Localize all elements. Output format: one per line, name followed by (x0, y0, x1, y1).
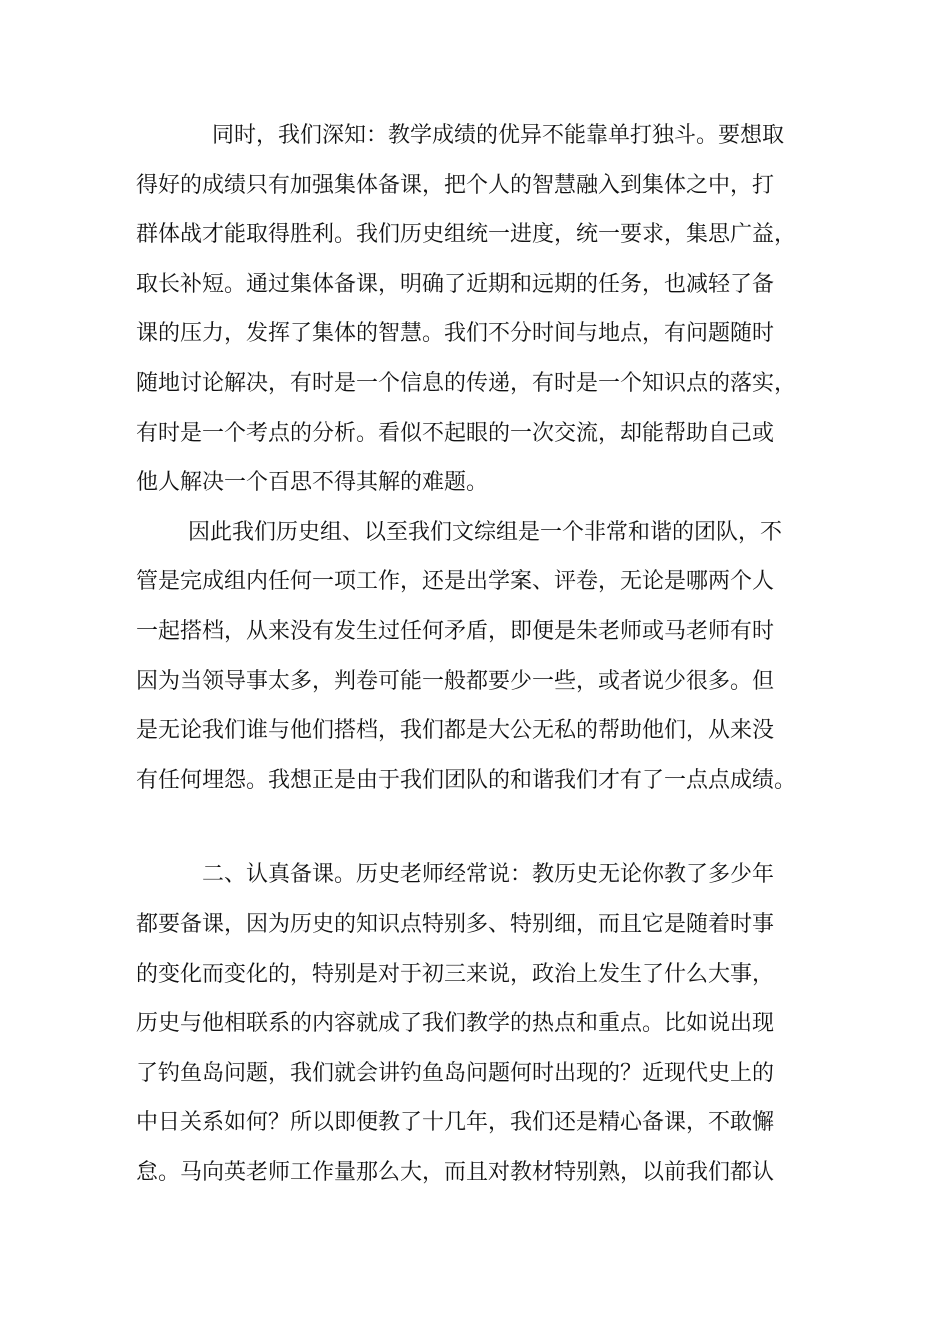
text-line: 同时，我们深知：教学成绩的优异不能靠单打独斗。要想取 (212, 123, 785, 148)
text-line: 因此我们历史组、以至我们文综组是一个非常和谐的团队，不 (188, 519, 783, 545)
text-line: 都要备课，因为历史的知识点特别多、特别细，而且它是随着时事 (136, 911, 775, 937)
text-line: 课的压力，发挥了集体的智慧。我们不分时间与地点，有问题随时 (136, 321, 775, 347)
text-line: 历史与他相联系的内容就成了我们教学的热点和重点。比如说出现 (136, 1011, 775, 1037)
text-line: 二、认真备课。历史老师经常说：教历史无论你教了多少年 (202, 862, 775, 888)
paragraph-lesson-prep (136, 850, 826, 1197)
text-line: 得好的成绩只有加强集体备课，把个人的智慧融入到集体之中，打 (136, 172, 775, 198)
text-line: 中日关系如何？所以即便教了十几年，我们还是精心备课，不敢懈 (136, 1110, 775, 1136)
text-line: 怠。马向英老师工作量那么大，而且对教材特别熟，以前我们都认 (136, 1159, 775, 1185)
text-line: 的变化而变化的，特别是对于初三来说，政治上发生了什么大事， (136, 961, 775, 987)
text-line: 群体战才能取得胜利。我们历史组统一进度，统一要求，集思广益， (136, 222, 797, 248)
paragraph-gap (136, 805, 826, 850)
document-body (136, 111, 826, 1197)
text-line: 有时是一个考点的分析。看似不起眼的一次交流，却能帮助自己或 (136, 420, 775, 446)
text-line: 因为当领导事太多，判卷可能一般都要少一些，或者说少很多。但 (136, 668, 775, 694)
paragraph-teamwork (136, 111, 826, 508)
text-line: 是无论我们谁与他们搭档，我们都是大公无私的帮助他们，从来没 (136, 718, 775, 744)
text-line: 有任何埋怨。我想正是由于我们团队的和谐我们才有了一点点成绩。 (136, 767, 797, 793)
paragraph-harmony (136, 508, 826, 806)
text-line: 管是完成组内任何一项工作，还是出学案、评卷，无论是哪两个人 (136, 569, 775, 595)
text-line: 随地讨论解决，有时是一个信息的传递，有时是一个知识点的落实， (136, 370, 797, 396)
text-line: 取长补短。通过集体备课，明确了近期和远期的任务，也减轻了备 (136, 271, 775, 297)
text-line: 了钓鱼岛问题，我们就会讲钓鱼岛问题何时出现的？近现代史上的 (136, 1060, 775, 1086)
text-line: 他人解决一个百思不得其解的难题。 (136, 470, 489, 496)
text-line: 一起搭档，从来没有发生过任何矛盾，即便是朱老师或马老师有时 (136, 618, 775, 644)
